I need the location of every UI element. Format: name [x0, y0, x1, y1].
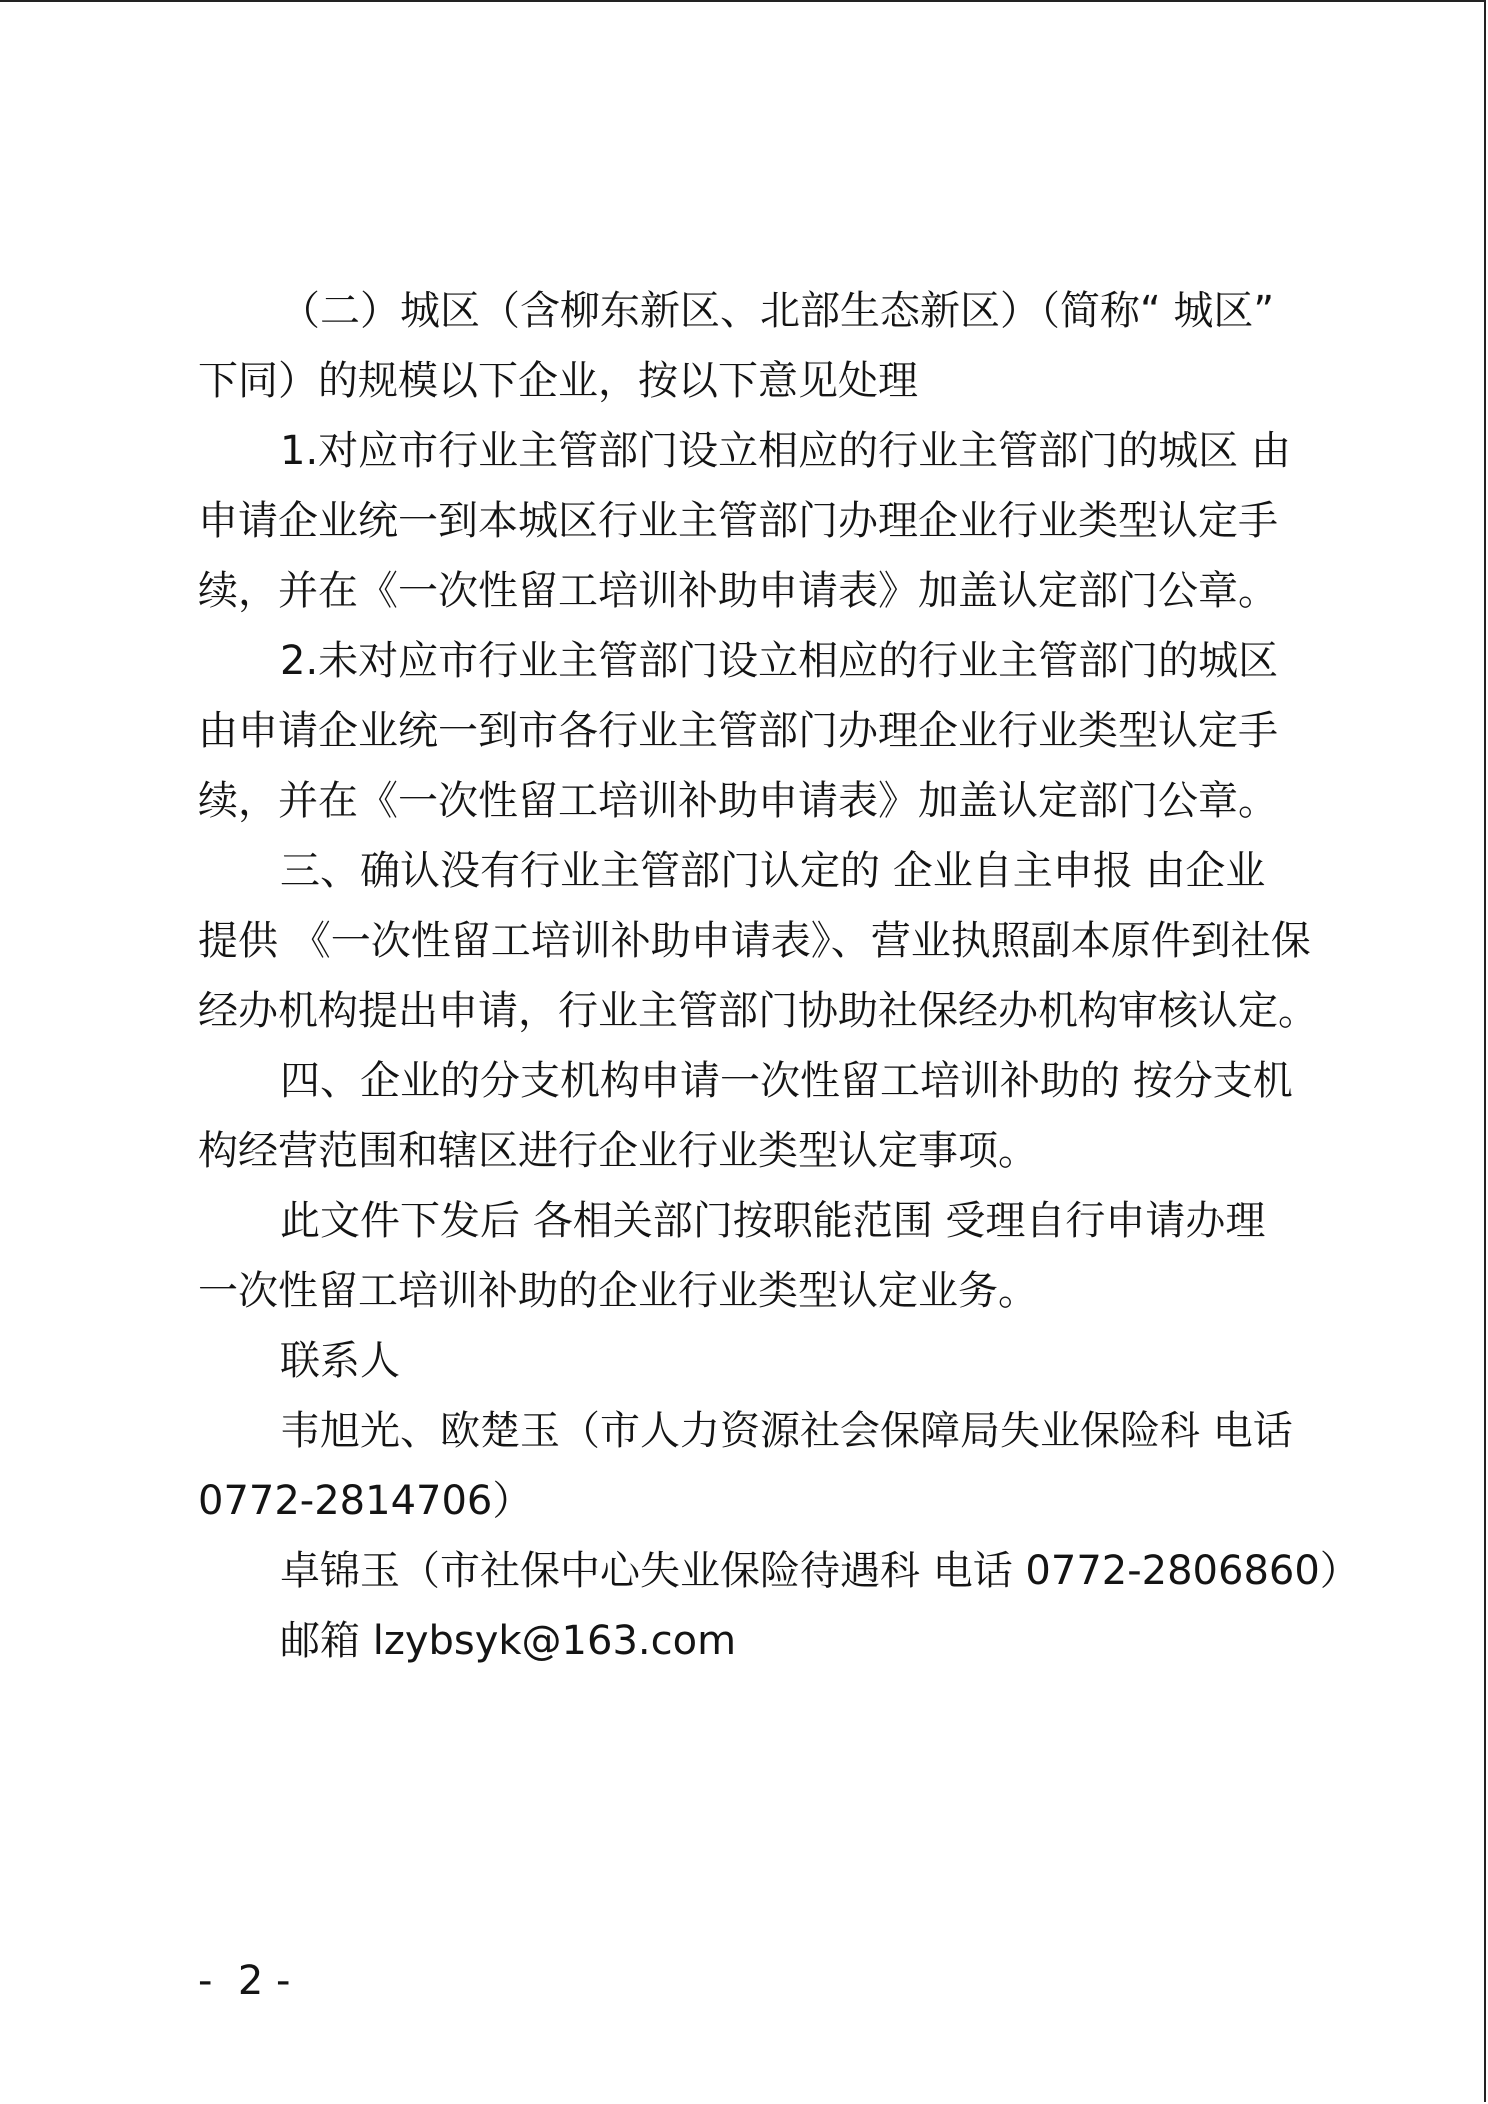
paragraph-line: （二）城区（含柳东新区、北部生态新区）（简称“ 城区” — [280, 288, 1275, 334]
contact-heading: 联系人 — [280, 1338, 400, 1384]
paragraph-line: 构经营范围和辖区进行企业行业类型认定事项。 — [198, 1128, 1038, 1174]
contact-line: 韦旭光、欧楚玉（市人力资源社会保障局失业保险科 电话 — [280, 1408, 1293, 1454]
paragraph-line: 1.对应市行业主管部门设立相应的行业主管部门的城区 由 — [280, 428, 1291, 474]
paragraph-line: 2.未对应市行业主管部门设立相应的行业主管部门的城区 — [280, 638, 1279, 684]
paragraph-line: 续，并在《一次性留工培训补助申请表》加盖认定部门公章。 — [198, 778, 1278, 824]
paragraph-line: 下同）的规模以下企业，按以下意见处理 — [198, 358, 918, 404]
contact-email: 邮箱 lzybsyk@163.com — [280, 1618, 737, 1664]
paragraph-line: 提供 《一次性留工培训补助申请表》、营业执照副本原件到社保 — [198, 918, 1311, 964]
document-body — [198, 276, 1360, 1676]
paragraph-line: 一次性留工培训补助的企业行业类型认定业务。 — [198, 1268, 1038, 1314]
paragraph-line: 申请企业统一到本城区行业主管部门办理企业行业类型认定手 — [198, 498, 1278, 544]
paragraph-line: 由申请企业统一到市各行业主管部门办理企业行业类型认定手 — [198, 708, 1278, 754]
contact-line: 卓锦玉（市社保中心失业保险待遇科 电话 0772-2806860） — [280, 1548, 1360, 1594]
paragraph-line: 此文件下发后 各相关部门按职能范围 受理自行申请办理 — [280, 1198, 1266, 1244]
paragraph-line: 四、企业的分支机构申请一次性留工培训补助的 按分支机 — [280, 1058, 1293, 1104]
paragraph-line: 续，并在《一次性留工培训补助申请表》加盖认定部门公章。 — [198, 568, 1278, 614]
page-number: - 2 - — [198, 1958, 291, 2004]
paragraph-line: 三、确认没有行业主管部门认定的 企业自主申报 由企业 — [280, 848, 1266, 894]
contact-phone: 0772-2814706） — [198, 1478, 533, 1524]
paragraph-line: 经办机构提出申请，行业主管部门协助社保经办机构审核认定。 — [198, 988, 1318, 1034]
